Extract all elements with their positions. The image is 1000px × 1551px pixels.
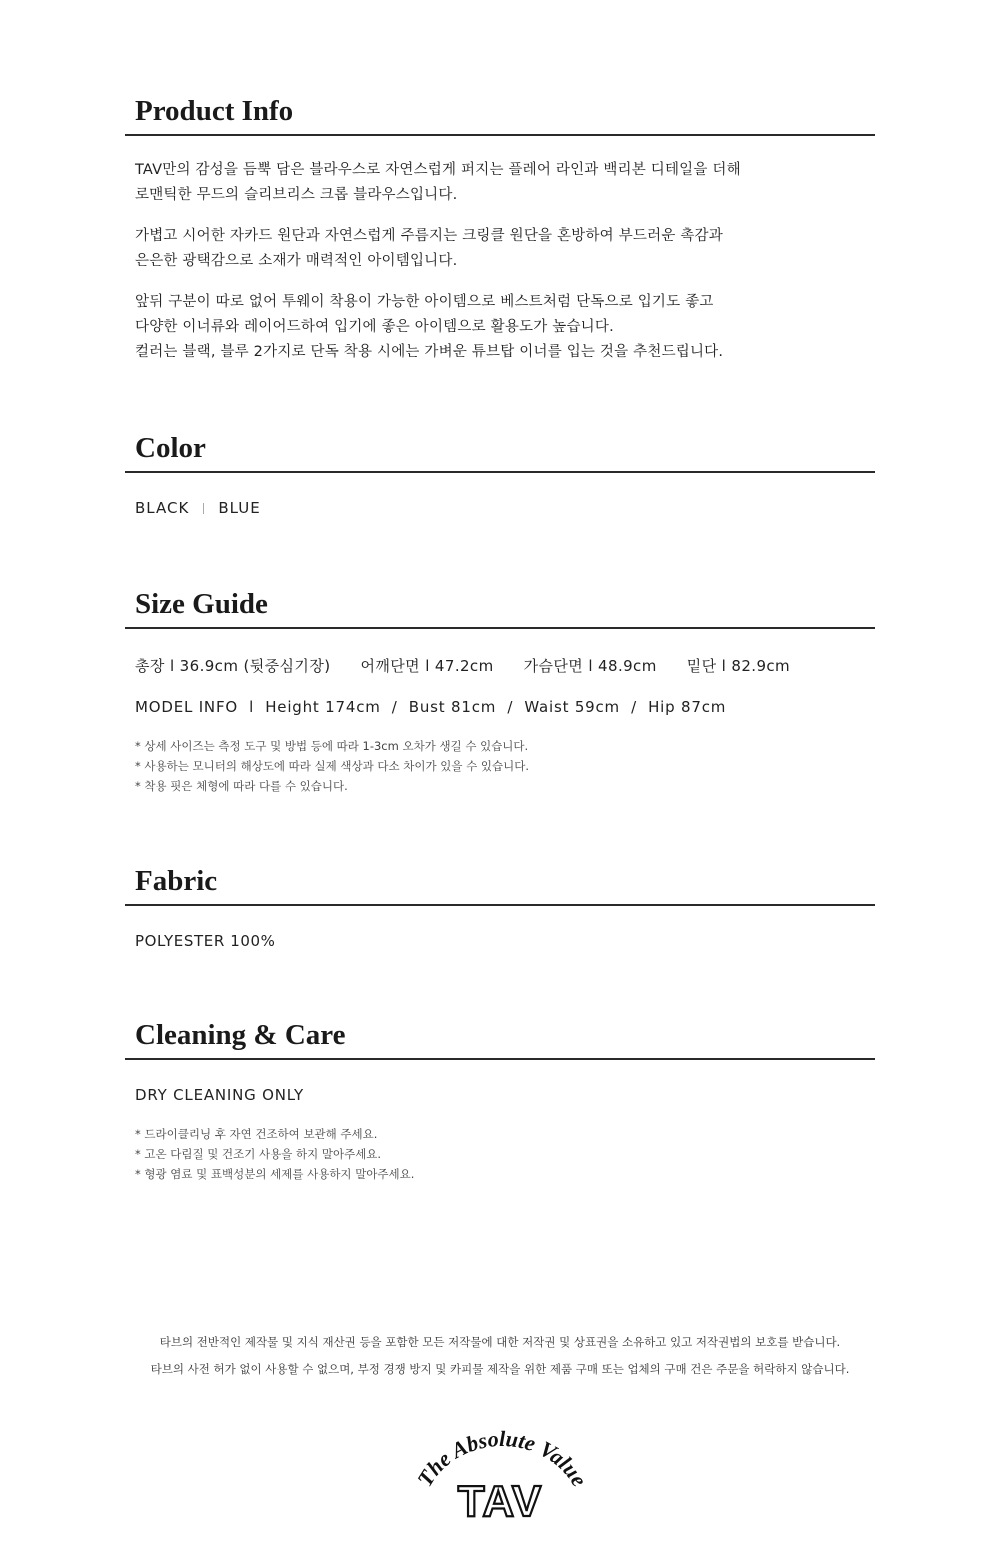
size-shoulder: 어깨단면 l 47.2cm — [360, 657, 494, 675]
divider — [125, 904, 875, 906]
product-info-title: Product Info — [135, 95, 294, 127]
color-title: Color — [135, 432, 206, 464]
size-guide-title: Size Guide — [135, 588, 268, 620]
paragraph — [135, 290, 875, 365]
logo-tagline-path: The Absolute Value — [412, 1425, 593, 1491]
text-line: 은은한 광택감으로 소재가 매력적인 아이템입니다. — [135, 253, 458, 269]
separator — [203, 503, 204, 514]
copyright-line: 타브의 사전 허가 없이 사용할 수 없으며, 부정 경쟁 방지 및 카피물 제작을 위한 제품 구매 또는 업체의 구매 건은 주문을 허락하지 않습니다. — [150, 1362, 850, 1376]
size-length: 총장 l 36.9cm (뒷중심기장) — [135, 657, 331, 675]
paragraph — [135, 158, 875, 208]
fabric-title: Fabric — [135, 865, 218, 897]
size-measurements — [135, 655, 875, 676]
color-option-black: BLACK — [135, 499, 190, 517]
size-chest: 가슴단면 l 48.9cm — [523, 657, 657, 675]
color-option-blue: BLUE — [218, 499, 261, 517]
size-guide-section — [125, 587, 875, 796]
product-info-section — [125, 94, 875, 365]
fabric-value: POLYESTER 100% — [135, 932, 276, 950]
care-note: * 형광 염료 및 표백성분의 세제를 사용하지 말아주세요. — [135, 1167, 415, 1181]
copyright-footer — [0, 1329, 1000, 1383]
size-hem: 밑단 l 82.9cm — [686, 657, 791, 675]
tav-logo — [400, 1418, 600, 1528]
text-line: TAV만의 감성을 듬뿍 담은 블라우스로 자연스럽게 퍼지는 플레어 라인과 백리본 디테일을 더해 — [135, 162, 741, 178]
divider — [125, 134, 875, 136]
text-line: 다양한 이너류와 레이어드하여 입기에 좋은 아이템으로 활용도가 높습니다. — [135, 319, 614, 335]
color-options — [125, 499, 875, 517]
text-line: 앞뒤 구분이 따로 없어 투웨이 착용이 가능한 아이템으로 베스트처럼 단독으로 입기도 좋고 — [135, 294, 714, 310]
text-line: 컬러는 블랙, 블루 2가지로 단독 착용 시에는 가벼운 튜브탑 이너를 입는 것을 추천드립니다. — [135, 344, 724, 360]
fabric-section — [125, 864, 875, 950]
care-note: * 고온 다림질 및 건조기 사용을 하지 말아주세요. — [135, 1147, 382, 1161]
copyright-line: 타브의 전반적인 제작물 및 지식 재산권 등을 포함한 모든 저작물에 대한 저작권 및 상표권을 소유하고 있고 저작권법의 보호를 받습니다. — [159, 1335, 841, 1349]
care-section — [125, 1018, 875, 1184]
care-note: * 드라이클리닝 후 자연 건조하여 보관해 주세요. — [135, 1127, 378, 1141]
size-note: * 착용 핏은 체형에 따라 다를 수 있습니다. — [135, 779, 348, 793]
color-section — [125, 431, 875, 517]
care-title: Cleaning & Care — [135, 1019, 346, 1051]
text-line: 가볍고 시어한 자카드 원단과 자연스럽게 주름지는 크링클 원단을 혼방하여 부드러운 촉감과 — [135, 228, 723, 244]
divider — [125, 471, 875, 473]
divider — [125, 627, 875, 629]
care-value: DRY CLEANING ONLY — [135, 1086, 304, 1104]
model-info: MODEL INFO l Height 174cm / Bust 81cm / Waist 59cm / Hip 87cm — [135, 698, 727, 716]
paragraph — [135, 224, 875, 274]
size-note: * 상세 사이즈는 측정 도구 및 방법 등에 따라 1-3cm 오차가 생길 수 있습니다. — [135, 739, 529, 753]
text-line: 로맨틱한 무드의 슬리브리스 크롭 블라우스입니다. — [135, 187, 458, 203]
divider — [125, 1058, 875, 1060]
logo-wordmark: TAV — [457, 1477, 543, 1526]
size-note: * 사용하는 모니터의 해상도에 따라 실제 색상과 다소 차이가 있을 수 있습니다. — [135, 759, 529, 773]
